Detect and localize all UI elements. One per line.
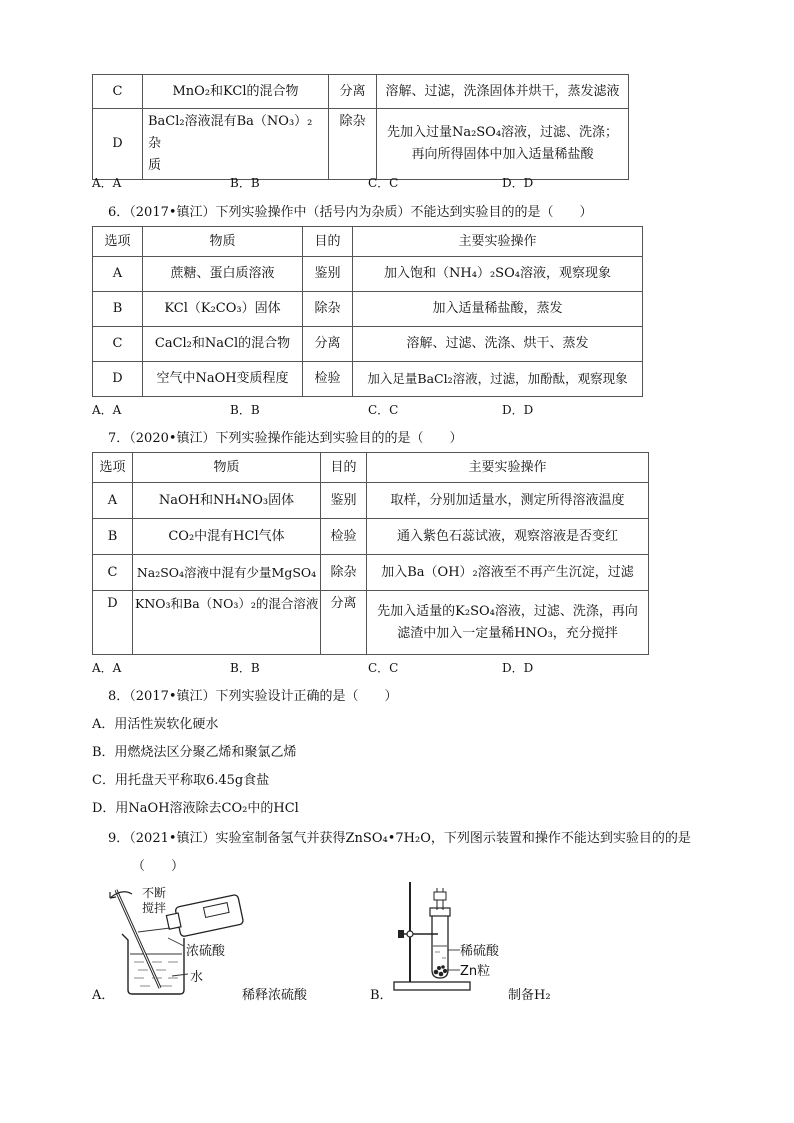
answer-option-c[interactable]: C．C — [368, 176, 399, 190]
answer-option-d[interactable]: D．D — [502, 661, 534, 675]
table-cell: 加入饱和（NH₄）₂SO₄溶液，观察现象 — [353, 257, 643, 292]
table-cell: D — [93, 109, 143, 180]
table-row — [93, 109, 629, 180]
table-cell: 鉴别 — [303, 257, 353, 292]
table-cell: 检验 — [303, 362, 353, 397]
table-cell: KCl（K₂CO₃）固体 — [143, 292, 303, 327]
label-stir-line1: 不断 — [142, 886, 167, 900]
stand-base — [394, 982, 470, 990]
column-header: 目的 — [303, 227, 353, 257]
q6-table — [92, 226, 643, 397]
table-cell: 加入足量BaCl₂溶液，过滤，加酚酞，观察现象 — [353, 362, 643, 397]
q8-option-d[interactable]: D．用NaOH溶液除去CO₂中的HCl — [92, 801, 299, 816]
table-row — [93, 555, 649, 591]
table-cell: 通入紫色石蕊试液，观察溶液是否变红 — [367, 519, 649, 555]
table-row — [93, 75, 629, 109]
figure-b-caption: 制备H₂ — [508, 988, 551, 1003]
table-cell: D — [93, 591, 133, 655]
table-cell: 溶解、过滤，洗涤固体并烘干，蒸发滤液 — [377, 75, 629, 109]
cell-line: 先加入适量的K₂SO₄溶液，过滤、洗涤，再向 — [377, 603, 638, 619]
table-row — [93, 591, 649, 655]
figure-a-caption: 稀释浓硫酸 — [242, 988, 308, 1003]
table-row — [93, 362, 643, 397]
table-cell: B — [93, 519, 133, 555]
figure-b-letter: B． — [370, 988, 393, 1003]
q5-answer-options — [92, 174, 612, 192]
table-header-row — [93, 227, 643, 257]
q7-stem: 7．（2020•镇江）下列实验操作能达到实验目的的是（ ） — [108, 431, 463, 446]
reagent-bottle — [165, 894, 244, 939]
q8-option-b[interactable]: B．用燃烧法区分聚乙烯和聚氯乙烯 — [92, 745, 297, 760]
table-header-row — [93, 453, 649, 483]
table-cell: KNO₃和Ba（NO₃）₂的混合溶液 — [133, 591, 321, 655]
table-row — [93, 483, 649, 519]
label-stir — [142, 886, 166, 916]
column-header: 物质 — [143, 227, 303, 257]
beaker — [122, 934, 184, 994]
table-cell: CaCl₂和NaCl的混合物 — [143, 327, 303, 362]
table-cell — [143, 109, 329, 180]
table-cell: A — [93, 257, 143, 292]
table-cell: NaOH和NH₄NO₃固体 — [133, 483, 321, 519]
table-row — [93, 257, 643, 292]
q9-stem-paren: （ ） — [132, 859, 185, 874]
column-header: 目的 — [321, 453, 367, 483]
q6-stem: 6．（2017•镇江）下列实验操作中（括号内为杂质）不能达到实验目的的是（ ） — [108, 205, 593, 220]
table-cell: MnO₂和KCl的混合物 — [143, 75, 329, 109]
answer-option-a[interactable]: A．A — [92, 176, 122, 190]
stopper — [430, 908, 450, 916]
table-cell: C — [93, 75, 143, 109]
q8-stem: 8．（2017•镇江）下列实验设计正确的是（ ） — [108, 689, 398, 704]
q6-answer-options — [92, 401, 612, 419]
answer-option-a[interactable]: A．A — [92, 403, 122, 417]
table-cell: C — [93, 555, 133, 591]
table-cell: 加入适量稀盐酸，蒸发 — [353, 292, 643, 327]
q8-option-c[interactable]: C．用托盘天平称取6.45g食盐 — [92, 773, 270, 788]
cell-line: 再向所得固体中加入适量稀盐酸 — [411, 147, 594, 162]
cell-line: 先加入过量Na₂SO₄溶液，过滤、洗涤； — [386, 125, 619, 140]
column-header: 选项 — [93, 227, 143, 257]
zinc-granules — [434, 965, 447, 976]
answer-option-d[interactable]: D．D — [502, 403, 534, 417]
table-cell: 除杂 — [321, 555, 367, 591]
table-cell: 分离 — [303, 327, 353, 362]
column-header: 主要实验操作 — [367, 453, 649, 483]
table-row — [93, 519, 649, 555]
answer-option-a[interactable]: A．A — [92, 661, 122, 675]
answer-option-c[interactable]: C．C — [368, 661, 399, 675]
figure-a-letter: A． — [92, 988, 115, 1003]
q7-table — [92, 452, 649, 655]
table-cell: 分离 — [329, 75, 377, 109]
table-cell: 空气中NaOH变质程度 — [143, 362, 303, 397]
column-header: 主要实验操作 — [353, 227, 643, 257]
answer-option-b[interactable]: B．B — [230, 403, 260, 417]
label-water: 水 — [190, 970, 204, 985]
table-cell: 取样，分别加适量水，测定所得溶液温度 — [367, 483, 649, 519]
column-header: 物质 — [133, 453, 321, 483]
table-cell — [367, 591, 649, 655]
figure-b — [384, 878, 564, 998]
table-row — [93, 327, 643, 362]
answer-option-d[interactable]: D．D — [502, 176, 534, 190]
answer-option-b[interactable]: B．B — [230, 176, 260, 190]
table-cell — [377, 109, 629, 180]
table-row — [93, 292, 643, 327]
column-header: 选项 — [93, 453, 133, 483]
table-cell: B — [93, 292, 143, 327]
table-cell: 检验 — [321, 519, 367, 555]
cell-line: 滤渣中加入一定量稀HNO₃，充分搅拌 — [397, 625, 618, 641]
table-cell: 溶解、过滤、洗涤、烘干、蒸发 — [353, 327, 643, 362]
table-cell: D — [93, 362, 143, 397]
table-cell: 蔗糖、蛋白质溶液 — [143, 257, 303, 292]
table-cell: Na₂SO₄溶液中混有少量MgSO₄ — [133, 555, 321, 591]
table-cell: C — [93, 327, 143, 362]
cell-line: BaCl₂溶液混有Ba（NO₃）₂杂 — [148, 114, 313, 151]
table-cell: 加入Ba（OH）₂溶液至不再产生沉淀，过滤 — [367, 555, 649, 591]
label-zinc: Zn粒 — [460, 964, 491, 979]
answer-option-c[interactable]: C．C — [368, 403, 399, 417]
q7-answer-options — [92, 659, 612, 677]
table-cell: 鉴别 — [321, 483, 367, 519]
q5-table — [92, 74, 629, 180]
table-cell: A — [93, 483, 133, 519]
q9-stem: 9．（2021•镇江）实验室制备氢气并获得ZnSO₄•7H₂O，下列图示装置和操作不能达到实验目的的是 — [108, 831, 691, 846]
acid-stream — [138, 928, 170, 932]
cell-line: 质 — [148, 158, 162, 173]
table-cell: CO₂中混有HCl气体 — [133, 519, 321, 555]
table-cell: 除杂 — [329, 109, 377, 180]
answer-option-b[interactable]: B．B — [230, 661, 260, 675]
label-concentrated-acid: 浓硫酸 — [186, 944, 226, 959]
table-cell: 除杂 — [303, 292, 353, 327]
label-dilute-acid: 稀硫酸 — [460, 944, 500, 959]
label-stir-line2: 搅拌 — [142, 901, 167, 915]
table-cell: 分离 — [321, 591, 367, 655]
q8-option-a[interactable]: A．用活性炭软化硬水 — [92, 717, 219, 732]
hydrogen-generator-diagram — [384, 878, 564, 998]
delivery-tube-top — [434, 892, 446, 900]
